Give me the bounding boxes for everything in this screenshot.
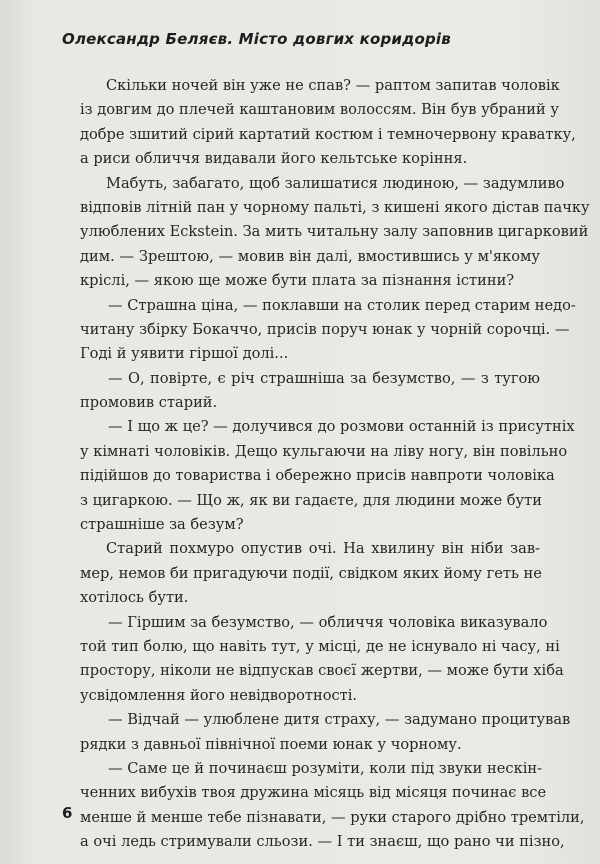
text-line: Годі й уявити гіршої долі... — [80, 345, 289, 363]
text-line: — Страшна ціна, — поклавши на столик перед старим недо- — [108, 296, 576, 314]
text-line: — Гіршим за безумство, — обличчя чоловіка виказувало — [108, 613, 548, 631]
text-line: кріслі, — якою ще може бути плата за пізнання істини? — [80, 272, 515, 290]
text-line: а очі ледь стримували сльози. — І ти знаєш, що рано чи пізно, — [80, 833, 565, 851]
text-line: підійшов до товариства і обережно присів навпроти чоловіка — [80, 467, 555, 485]
text-line: добре зшитий сірий картатий костюм і темночервону краватку, — [80, 125, 576, 143]
text-line: а риси обличчя видавали його кельтське коріння. — [80, 150, 468, 168]
text-line: промовив старий. — [80, 394, 218, 412]
text-line: менше й менше тебе пізнавати, — руки старого дрібно тремтіли, — [80, 808, 585, 826]
text-line: Мабуть, забагато, щоб залишатися людиною, — задумливо — [106, 174, 565, 192]
text-line: усвідомлення його невідворотності. — [80, 686, 358, 704]
body-text — [80, 74, 590, 855]
text-line: із довгим до плечей каштановим волоссям. Він був убраний у — [80, 101, 559, 119]
page-number: 6 — [62, 804, 73, 822]
text-line: Старий похмуро опустив очі. На хвилину він ніби зав- — [106, 540, 540, 558]
text-line: дим. — Зрештою, — мовив він далі, вмостившись у м'якому — [80, 247, 540, 265]
text-line: — І що ж це? — долучився до розмови останній із присутніх — [108, 418, 575, 436]
text-line: хотілось бути. — [80, 589, 189, 607]
text-line: читану збірку Бокаччо, присів поруч юнак у чорній сорочці. — — [80, 320, 570, 338]
text-line: страшніше за безум? — [80, 516, 244, 534]
text-line: той тип болю, що навіть тут, у місці, де не існувало ні часу, ні — [80, 637, 560, 655]
text-line: простору, ніколи не відпускав своєї жертви, — може бути хіба — [80, 662, 564, 680]
text-line: ченних вибухів твоя дружина місяць від місяця починає все — [80, 784, 547, 802]
text-line: відповів літній пан у чорному пальті, з кишені якого дістав пачку — [80, 198, 590, 216]
text-line: мер, немов би пригадуючи події, свідком яких йому геть не — [80, 564, 542, 582]
text-line: — Відчай — улюблене дитя страху, — задумано процитував — [108, 711, 571, 729]
text-line: у кімнаті чоловіків. Дещо кульгаючи на ліву ногу, він повільно — [80, 442, 568, 460]
running-header: Олександр Беляєв. Місто довгих коридорів — [62, 30, 451, 48]
text-line: рядки з давньої північної поеми юнак у чорному. — [80, 735, 462, 753]
text-line: — О, повірте, є річ страшніша за безумство, — з тугою — [108, 369, 540, 387]
text-line: — Саме це й починаєш розуміти, коли під звуки нескін- — [108, 759, 543, 777]
text-line: улюблених Eckstein. За мить читальну залу заповнив цигарковий — [80, 223, 589, 241]
text-line: з цигаркою. — Що ж, як ви гадаєте, для людини може бути — [80, 491, 542, 509]
text-line: Скільки ночей він уже не спав? — раптом запитав чоловік — [106, 77, 560, 94]
